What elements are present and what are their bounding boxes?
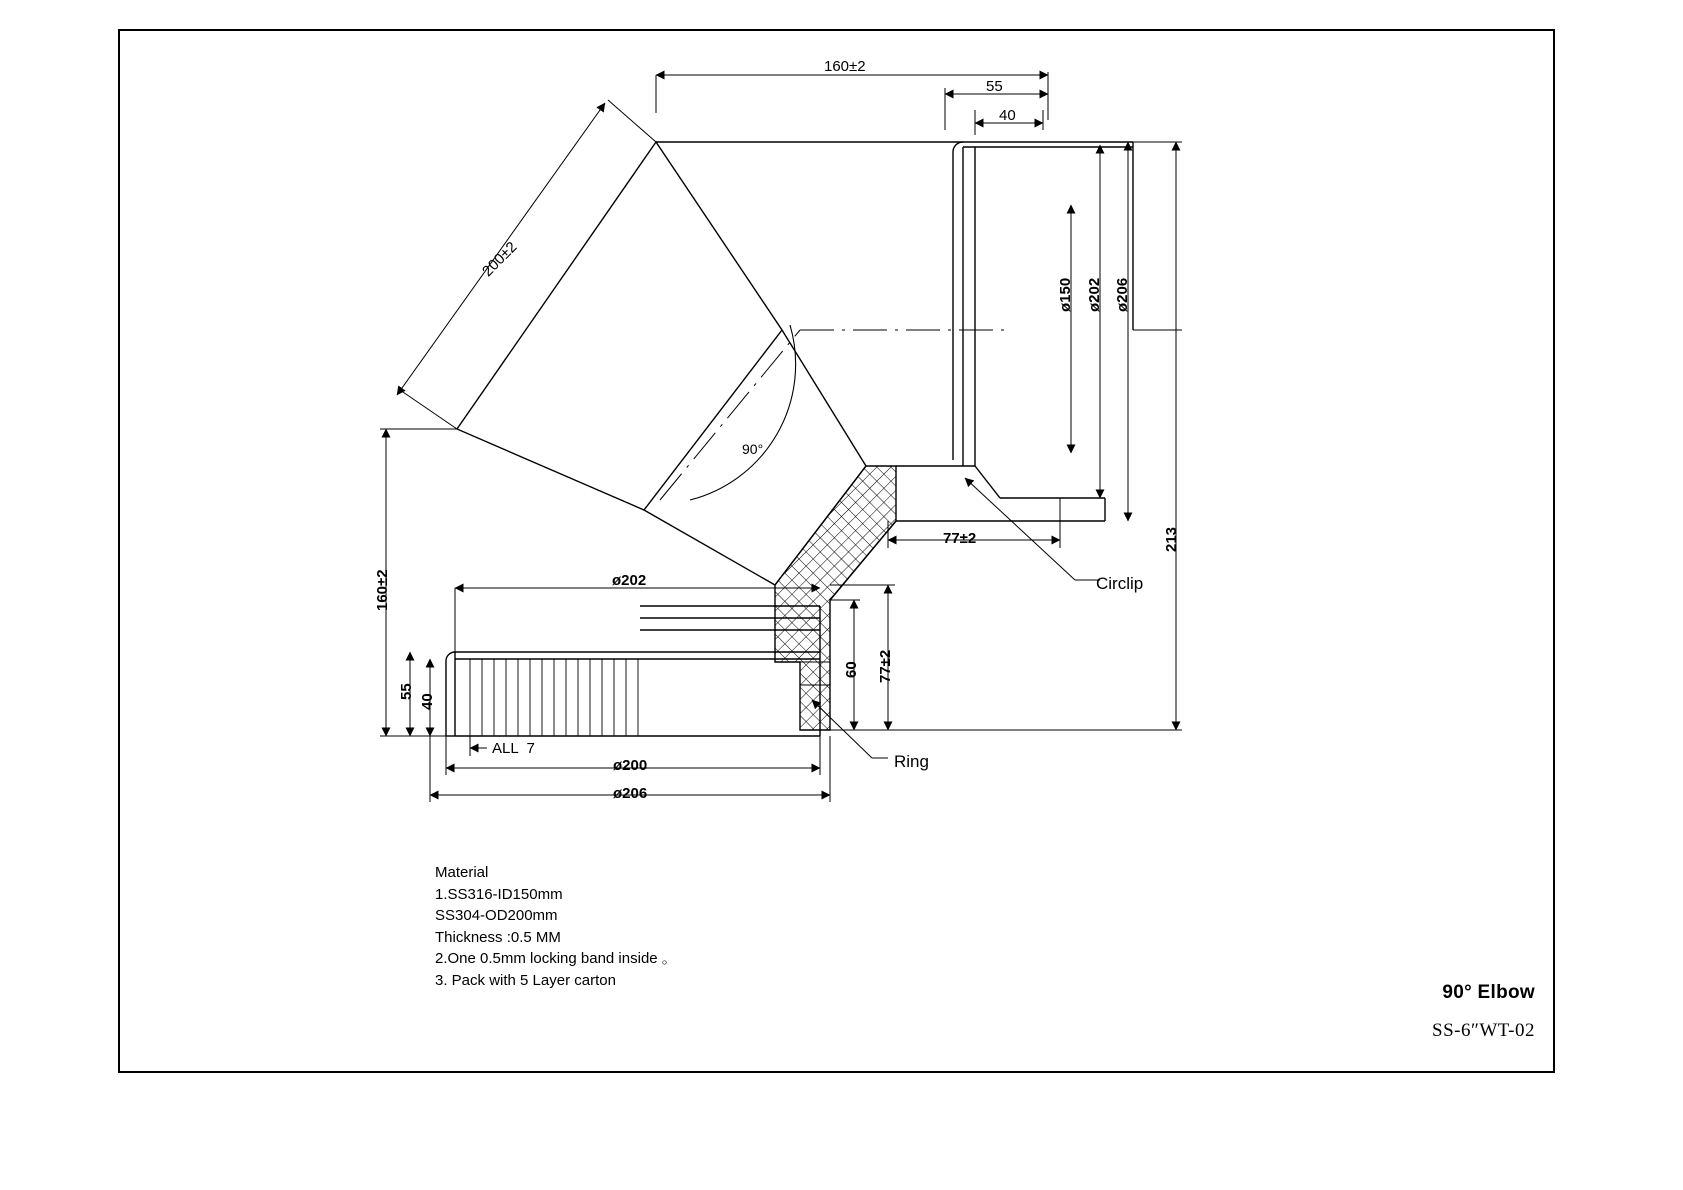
note-line: 2.One 0.5mm locking band inside 。 [435,950,677,967]
note-line: Material [435,864,489,881]
dim-dia-200-bottom: ø200 [613,757,648,774]
dim-left-55: 55 [398,683,415,700]
note-line: Thickness :0.5 MM [435,928,561,946]
label-circlip: Circlip [1096,574,1144,593]
dim-all-7: ALL 7 [492,740,535,757]
dim-top-55: 55 [986,78,1003,95]
dim-top-overall: 160±2 [824,58,866,75]
note-line: 3. Pack with 5 Layer carton [435,971,616,989]
drawing-code: SS-6″WT-02 [1432,1020,1535,1041]
dim-dia-206-bottom: ø206 [613,785,648,802]
dim-77-lower: 77±2 [877,649,894,683]
dim-diagonal-200: 200±2 [479,238,521,281]
dim-left-160: 160±2 [374,569,391,611]
dim-dia-150: ø150 [1057,277,1074,312]
dim-dia-206-right: ø206 [1114,277,1131,312]
note-line: 1.SS316-ID150mm [435,885,563,903]
dim-60: 60 [843,661,860,678]
dim-213: 213 [1163,526,1180,552]
drawing-title: 90° Elbow [1442,982,1535,1003]
title-block [1432,982,1535,1042]
dim-angle-90: 90° [742,441,764,457]
label-ring: Ring [894,752,929,771]
notes-block [435,862,677,991]
dim-77-upper: 77±2 [943,530,977,547]
dim-dia-202-center: ø202 [612,572,647,589]
dim-top-40: 40 [999,107,1016,124]
dim-left-40: 40 [419,693,436,710]
note-line: SS304-OD200mm [435,907,558,924]
dim-dia-202-right: ø202 [1086,277,1103,312]
